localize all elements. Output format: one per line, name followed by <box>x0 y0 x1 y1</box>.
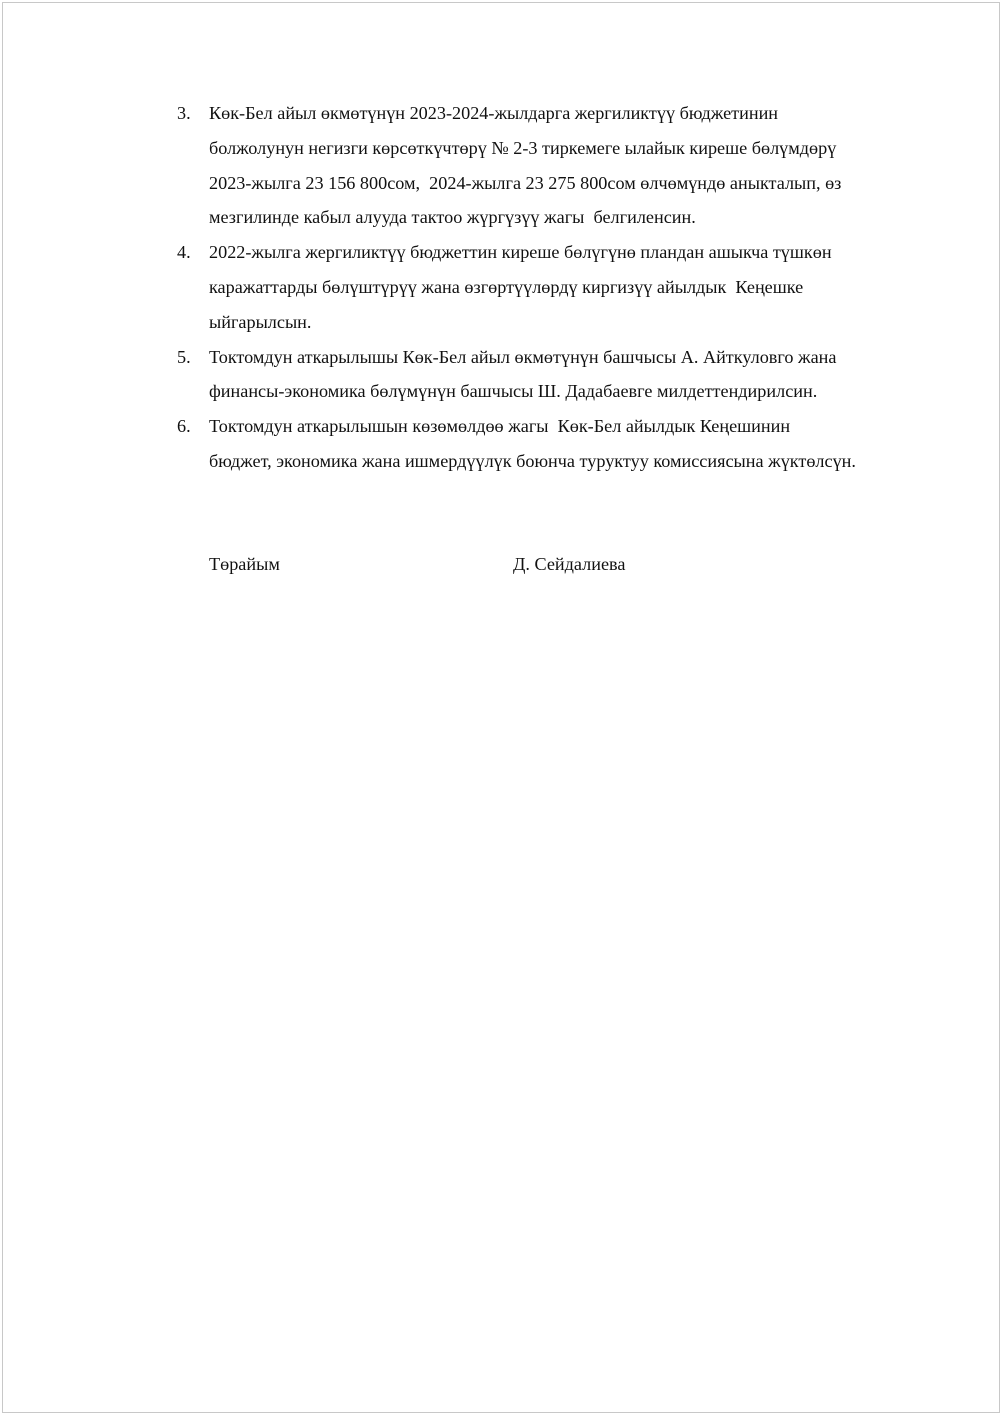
list-item <box>177 340 947 410</box>
text-line: финансы-экономика бөлүмүнүн башчысы Ш. Дадабаевге милдеттендирилсин. <box>209 381 818 402</box>
item-text <box>209 96 947 235</box>
signatory-name: Д. Сейдалиева <box>513 554 626 574</box>
signatory-role: Төрайым <box>209 554 280 574</box>
text-line: 2023-жылга 23 156 800сом, 2024-жылга 23 275 800сом өлчөмүндө аныкталып, өз <box>209 172 842 193</box>
text-line: каражаттарды бөлүштүрүү жана өзгөртүүлөрдү киргизүү айылдык Кеңешке <box>209 276 804 297</box>
item-text <box>209 409 947 479</box>
text-line: Токтомдун аткарылышы Көк-Бел айыл өкмөтүнүн башчысы А. Айткуловго жана <box>209 346 837 367</box>
text-line: 2022-жылга жергиликтүү бюджеттин киреше бөлүгүнө пландан ашыкча түшкөн <box>209 242 832 263</box>
item-number: 6. <box>177 416 191 437</box>
list-item <box>177 409 947 479</box>
item-number: 5. <box>177 346 191 367</box>
text-line: болжолунун негизги көрсөткүчтөрү № 2-3 тиркемеге ылайык киреше бөлүмдөрү <box>209 137 837 158</box>
text-line: ыйгарылсын. <box>209 311 312 332</box>
text-line: бюджет, экономика жана ишмердүүлүк боюнча туруктуу комиссиясына жүктөлсүн. <box>209 450 856 471</box>
item-number: 4. <box>177 242 191 263</box>
text-line: Көк-Бел айыл өкмөтүнүн 2023-2024-жылдарга жергиликтүү бюджетинин <box>209 103 779 123</box>
text-line: Токтомдун аткарылышын көзөмөлдөө жагы Көк-Бел айылдык Кеңешинин <box>209 416 791 437</box>
resolution-list <box>177 96 947 479</box>
signature-block <box>209 546 809 582</box>
list-item <box>177 96 947 235</box>
item-text <box>209 235 947 339</box>
text-line: мезгилинде кабыл алууда тактоо жүргүзүү жагы белгиленсин. <box>209 207 696 228</box>
document-page <box>2 2 1000 1413</box>
item-text <box>209 340 947 410</box>
list-item <box>177 235 947 339</box>
item-number: 3. <box>177 103 191 123</box>
